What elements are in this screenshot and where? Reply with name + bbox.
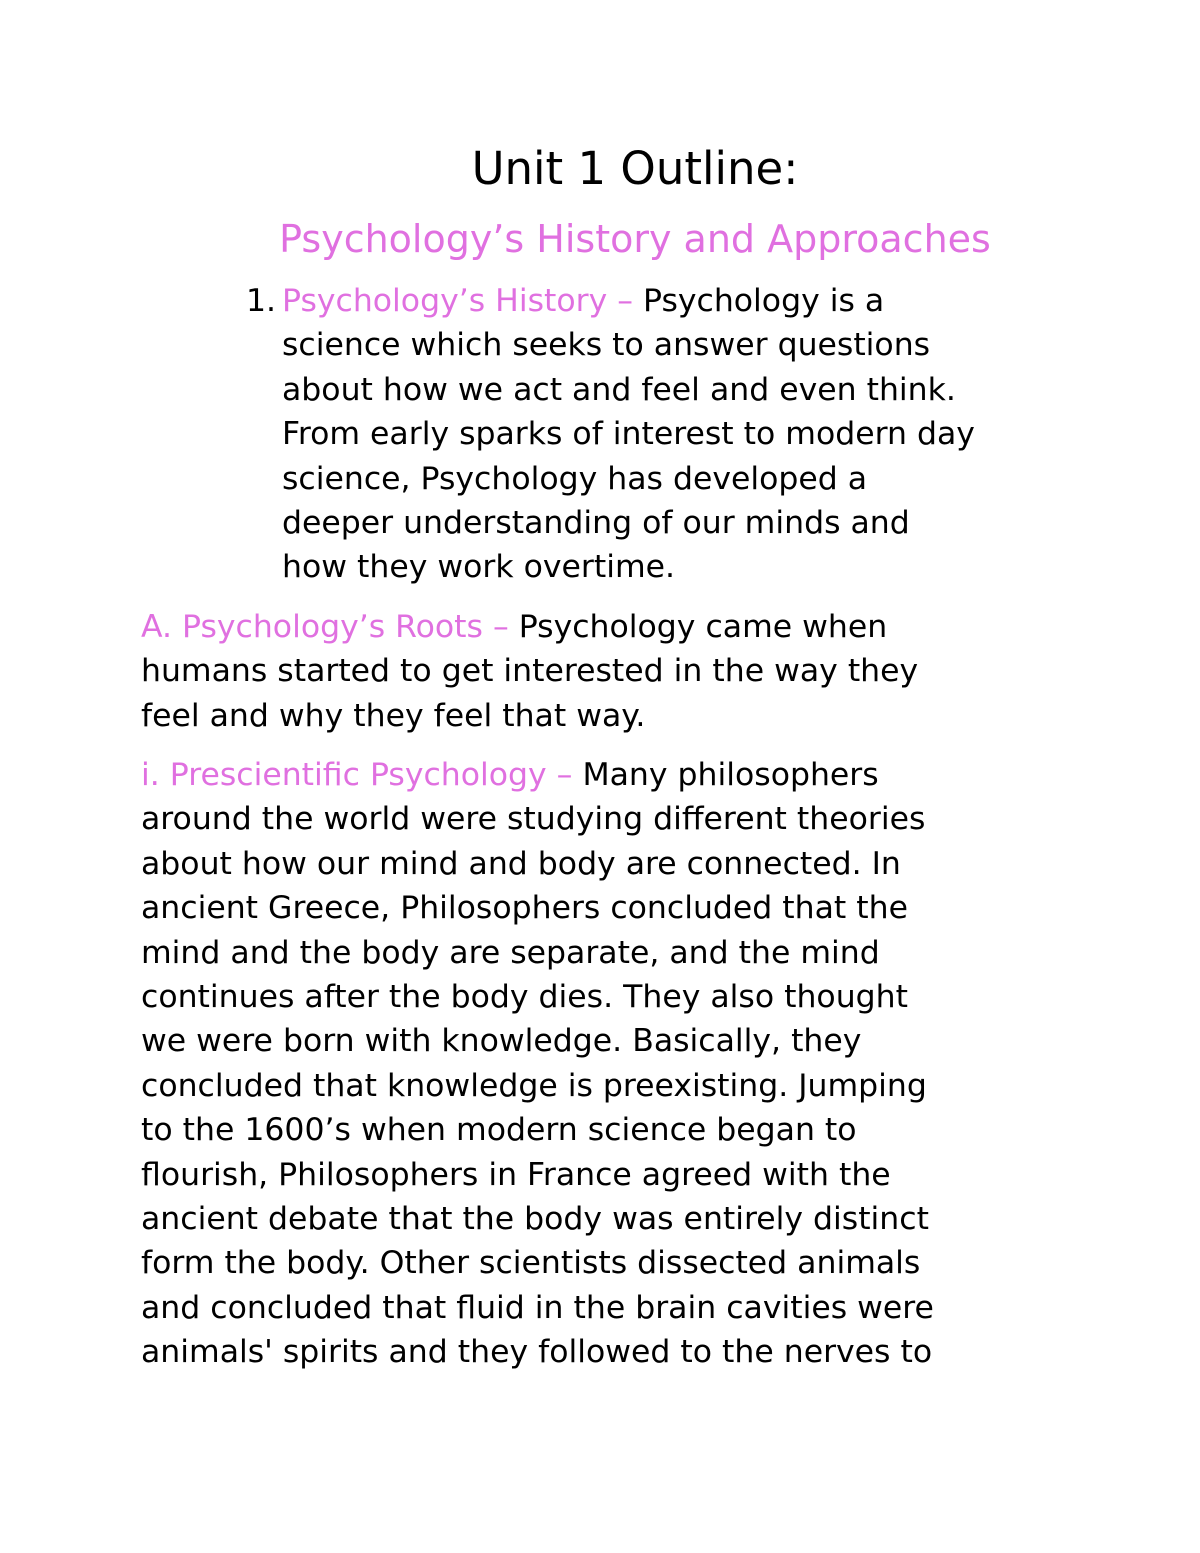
text-line: [141, 649, 918, 693]
text-line: [141, 1064, 934, 1108]
text-line: [141, 694, 918, 738]
document-subtitle: Psychology’s History and Approaches: [279, 217, 991, 261]
document-title: Unit 1 Outline:: [471, 142, 799, 195]
body-text: Many philosophers: [582, 757, 879, 793]
body-text: animals' spirits and they followed to the nerves to: [141, 1334, 933, 1371]
body-text: around the world were studying different theories: [141, 801, 926, 838]
text-line: [141, 931, 934, 975]
text-line: [282, 545, 975, 589]
text-line: [141, 797, 934, 841]
body-text: From early sparks of interest to modern day: [282, 416, 975, 453]
section-psychology-history: [282, 279, 975, 590]
text-line: [141, 1019, 934, 1063]
list-marker: 1.: [246, 283, 277, 319]
text-line: [141, 886, 934, 930]
text-line: [141, 1197, 934, 1241]
text-line: [282, 323, 975, 367]
text-line: [282, 501, 975, 545]
text-line: [141, 753, 934, 797]
text-line: [141, 1153, 934, 1197]
body-text: about how our mind and body are connected. In: [141, 845, 901, 882]
body-text: feel and why they feel that way.: [141, 697, 646, 734]
body-text: continues after the body dies. They also thought: [141, 978, 908, 1015]
text-line: [141, 1286, 934, 1330]
body-text: science, Psychology has developed a: [282, 460, 868, 497]
text-line: [141, 975, 934, 1019]
text-line: [282, 412, 975, 456]
body-text: deeper understanding of our minds and: [282, 504, 910, 541]
body-text: flourish, Philosophers in France agreed with the: [141, 1156, 891, 1193]
body-text: ancient Greece, Philosophers concluded that the: [141, 890, 908, 927]
text-line: [141, 605, 918, 649]
text-line: [282, 368, 975, 412]
section-heading: Psychology’s History –: [282, 283, 643, 319]
text-line: [141, 1108, 934, 1152]
body-text: about how we act and feel and even think.: [282, 371, 956, 408]
text-line: [141, 1330, 934, 1374]
body-text: humans started to get interested in the way they: [141, 653, 919, 690]
body-text: and concluded that fluid in the brain cavities were: [141, 1289, 934, 1326]
text-line: [282, 279, 975, 323]
body-text: how they work overtime.: [282, 549, 676, 586]
section-heading: A. Psychology’s Roots –: [141, 609, 519, 645]
body-text: concluded that knowledge is preexisting. Jumping: [141, 1067, 927, 1104]
text-line: [282, 457, 975, 501]
body-text: we were born with knowledge. Basically, they: [141, 1023, 862, 1060]
body-text: Psychology is a: [643, 283, 885, 319]
section-heading: i. Prescientific Psychology –: [141, 757, 583, 793]
body-text: form the body. Other scientists dissected animals: [141, 1245, 921, 1282]
text-line: [141, 842, 934, 886]
section-psychology-roots: [141, 605, 918, 738]
body-text: Psychology came when: [518, 609, 888, 645]
body-text: mind and the body are separate, and the mind: [141, 934, 880, 971]
body-text: to the 1600’s when modern science began to: [141, 1112, 857, 1149]
body-text: ancient debate that the body was entirely distinct: [141, 1200, 929, 1237]
section-prescientific-psychology: [141, 753, 934, 1374]
text-line: [141, 1241, 934, 1285]
body-text: science which seeks to answer questions: [282, 327, 931, 364]
